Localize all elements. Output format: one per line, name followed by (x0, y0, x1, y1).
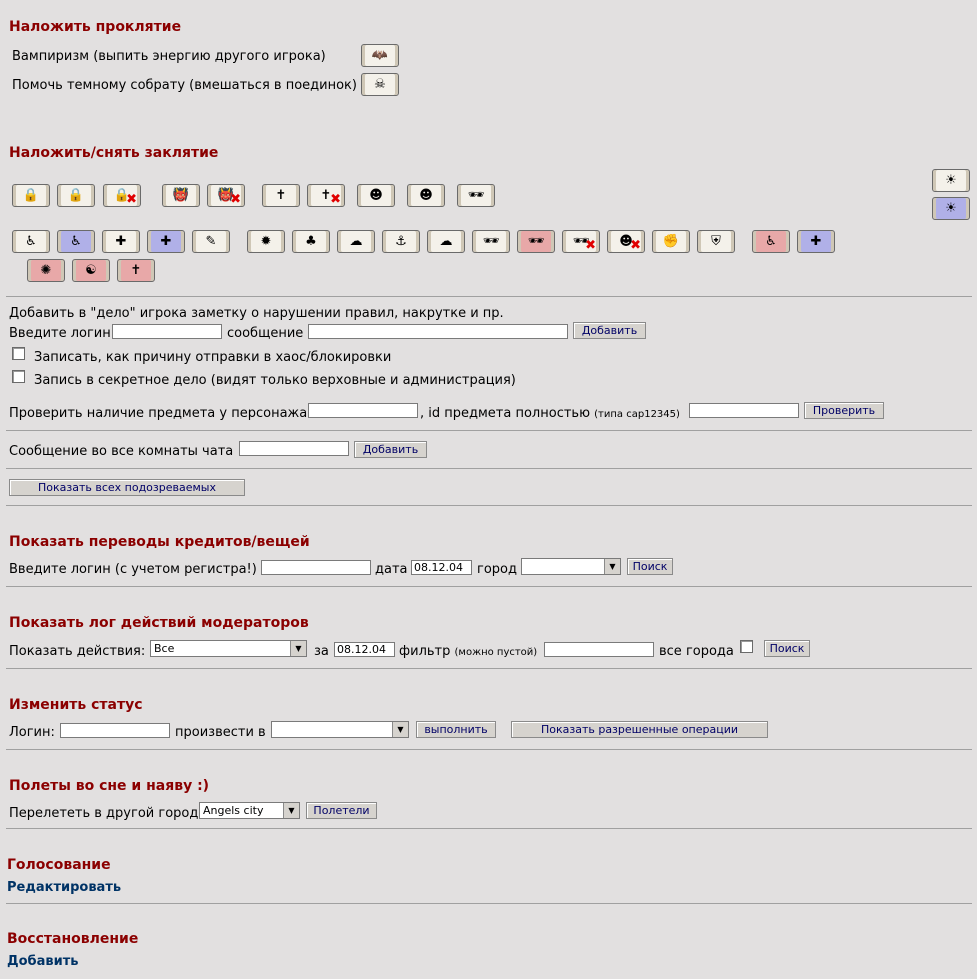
ghost-scroll-icon[interactable]: ☁ (337, 230, 375, 253)
modlog-actions-select[interactable]: Все ▼ (150, 640, 307, 657)
curse-heading: Наложить проклятие (9, 19, 182, 35)
separator (6, 505, 972, 506)
note-login-input[interactable] (112, 324, 222, 339)
heal-cross-blue-scroll-icon[interactable]: ✚ (147, 230, 185, 253)
modlog-for-label: за (314, 644, 329, 659)
chevron-down-icon: ▼ (290, 641, 306, 656)
transfers-city-select[interactable] (521, 558, 621, 575)
transfers-date-input[interactable] (411, 560, 472, 575)
separator (6, 586, 972, 587)
secret-checkbox[interactable] (12, 370, 25, 383)
wheelchair-red-scroll-icon[interactable]: ♿ (752, 230, 790, 253)
vampire-bat-scroll-icon[interactable]: 🦇 (361, 44, 399, 67)
modlog-filter-label: фильтр (можно пустой) (399, 644, 538, 659)
chevron-down-icon: ▼ (283, 803, 299, 818)
chevron-down-icon: ▼ (392, 722, 408, 737)
separator (6, 430, 972, 431)
flights-heading: Полеты во сне и наяву :) (9, 778, 210, 794)
heal-cross-scroll-icon[interactable]: ✚ (102, 230, 140, 253)
tree-scroll-icon[interactable]: ♣ (292, 230, 330, 253)
light-blue-scroll-icon[interactable]: ☀ (932, 197, 970, 220)
voting-edit-link[interactable]: Редактировать (7, 880, 122, 895)
vampirism-label: Вампиризм (выпить энергию другого игрока) (12, 49, 326, 64)
note-message-label: сообщение (227, 326, 304, 341)
status-promote-label: произвести в (175, 725, 266, 740)
sun-fire-scroll-icon[interactable]: ✹ (247, 230, 285, 253)
dark-helper-scroll-icon[interactable]: ☠ (361, 73, 399, 96)
item-check-button[interactable]: Проверить (804, 402, 884, 419)
chaos-checkbox[interactable] (12, 347, 25, 360)
sun-red-scroll-icon[interactable]: ✺ (27, 259, 65, 282)
shadow-cancel-scroll-icon[interactable]: ☻ ✖ (607, 230, 645, 253)
status-execute-button[interactable]: выполнить (416, 721, 496, 738)
modlog-filter-hint: (можно пустой) (454, 647, 538, 658)
transfers-date-label: дата (375, 562, 408, 577)
chat-label: Сообщение во все комнаты чата (9, 444, 234, 459)
spells-heading: Наложить/снять заклятие (9, 145, 219, 161)
item-id-input[interactable] (689, 403, 799, 418)
transfers-city-label: город (477, 562, 517, 577)
silence-cancel-scroll-icon[interactable]: 🔒 ✖ (103, 184, 141, 207)
separator (6, 668, 972, 669)
item-id-hint: (типа cap12345) (594, 409, 680, 420)
restore-heading: Восстановление (7, 931, 139, 947)
flights-label: Перелететь в другой город (9, 806, 199, 821)
wheelchair-blue-scroll-icon[interactable]: ♿ (57, 230, 95, 253)
status-heading: Изменить статус (9, 697, 143, 713)
transfers-heading: Показать переводы кредитов/вещей (9, 534, 310, 550)
cross-red-scroll-icon[interactable]: ✝ (117, 259, 155, 282)
modlog-search-button[interactable]: Поиск (764, 640, 810, 657)
anchor-scroll-icon[interactable]: ⚓ (382, 230, 420, 253)
note-message-input[interactable] (308, 324, 568, 339)
note-intro: Добавить в "дело" игрока заметку о нарушении правил, накрутке и пр. (9, 306, 504, 321)
voting-heading: Голосование (7, 857, 111, 873)
shield-scroll-icon[interactable]: ⛨ (697, 230, 735, 253)
flights-fly-button[interactable]: Полетели (306, 802, 377, 819)
item-id-label: , id предмета полностью (типа cap12345) (420, 406, 680, 421)
separator (6, 468, 972, 469)
transfers-search-button[interactable]: Поиск (627, 558, 673, 575)
separator (6, 903, 972, 904)
silence-remove-scroll-icon[interactable]: 🔒 (57, 184, 95, 207)
sunglasses-cancel-scroll-icon[interactable]: 🕶 ✖ (562, 230, 600, 253)
help-dark-label: Помочь темному собрату (вмешаться в поединок) (12, 78, 357, 93)
chat-add-button[interactable]: Добавить (354, 441, 427, 458)
sunglasses-red-scroll-icon[interactable]: 🕶 (517, 230, 555, 253)
light-scroll-icon[interactable]: ☀ (932, 169, 970, 192)
ghost-blood-scroll-icon[interactable]: ☁ (427, 230, 465, 253)
grave-scroll-icon[interactable]: ✝ (262, 184, 300, 207)
transfers-login-label: Введите логин (с учетом регистра!) (9, 562, 257, 577)
restore-add-link[interactable]: Добавить (7, 954, 79, 969)
chevron-down-icon: ▼ (604, 559, 620, 574)
demon-cancel-scroll-icon[interactable]: 👹 ✖ (207, 184, 245, 207)
note-login-label: Введите логин (9, 326, 111, 341)
heal-cross-blue-2-scroll-icon[interactable]: ✚ (797, 230, 835, 253)
item-check-label: Проверить наличие предмета у персонажа (9, 406, 308, 421)
note-add-button[interactable]: Добавить (573, 322, 646, 339)
show-suspects-button[interactable]: Показать всех подозреваемых (9, 479, 245, 496)
grave-cancel-scroll-icon[interactable]: ✝ ✖ (307, 184, 345, 207)
show-allowed-operations-button[interactable]: Показать разрешенные операции (511, 721, 768, 738)
item-character-input[interactable] (308, 403, 418, 418)
secret-label: Запись в секретное дело (видят только верховные и администрация) (34, 373, 516, 388)
shadow-blood-scroll-icon[interactable]: ☻ (407, 184, 445, 207)
separator (6, 749, 972, 750)
status-login-label: Логин: (9, 725, 55, 740)
sunglasses-scroll-icon[interactable]: 🕶 (457, 184, 495, 207)
chat-message-input[interactable] (239, 441, 349, 456)
modlog-date-input[interactable] (334, 642, 395, 657)
status-select[interactable] (271, 721, 409, 738)
modlog-all-cities-checkbox[interactable] (740, 640, 753, 653)
shadow-scroll-icon[interactable]: ☻ (357, 184, 395, 207)
transfers-login-input[interactable] (261, 560, 371, 575)
wheelchair-scroll-icon[interactable]: ♿ (12, 230, 50, 253)
demon-scroll-icon[interactable]: 👹 (162, 184, 200, 207)
modlog-all-cities-label: все города (659, 644, 734, 659)
separator (6, 296, 972, 297)
magic-wand-scroll-icon[interactable]: ✎ (192, 230, 230, 253)
modlog-filter-input[interactable] (544, 642, 654, 657)
chaos-label: Записать, как причину отправки в хаос/блокировки (34, 350, 392, 365)
flights-city-select[interactable]: Angels city ▼ (199, 802, 300, 819)
separator (6, 828, 972, 829)
status-login-input[interactable] (60, 723, 170, 738)
silence-scroll-icon[interactable]: 🔒 (12, 184, 50, 207)
sunglasses-2-scroll-icon[interactable]: 🕶 (472, 230, 510, 253)
modlog-actions-label: Показать действия: (9, 644, 146, 659)
fist-scroll-icon[interactable]: ✊ (652, 230, 690, 253)
modlog-heading: Показать лог действий модераторов (9, 615, 309, 631)
yin-yang-scroll-icon[interactable]: ☯ (72, 259, 110, 282)
